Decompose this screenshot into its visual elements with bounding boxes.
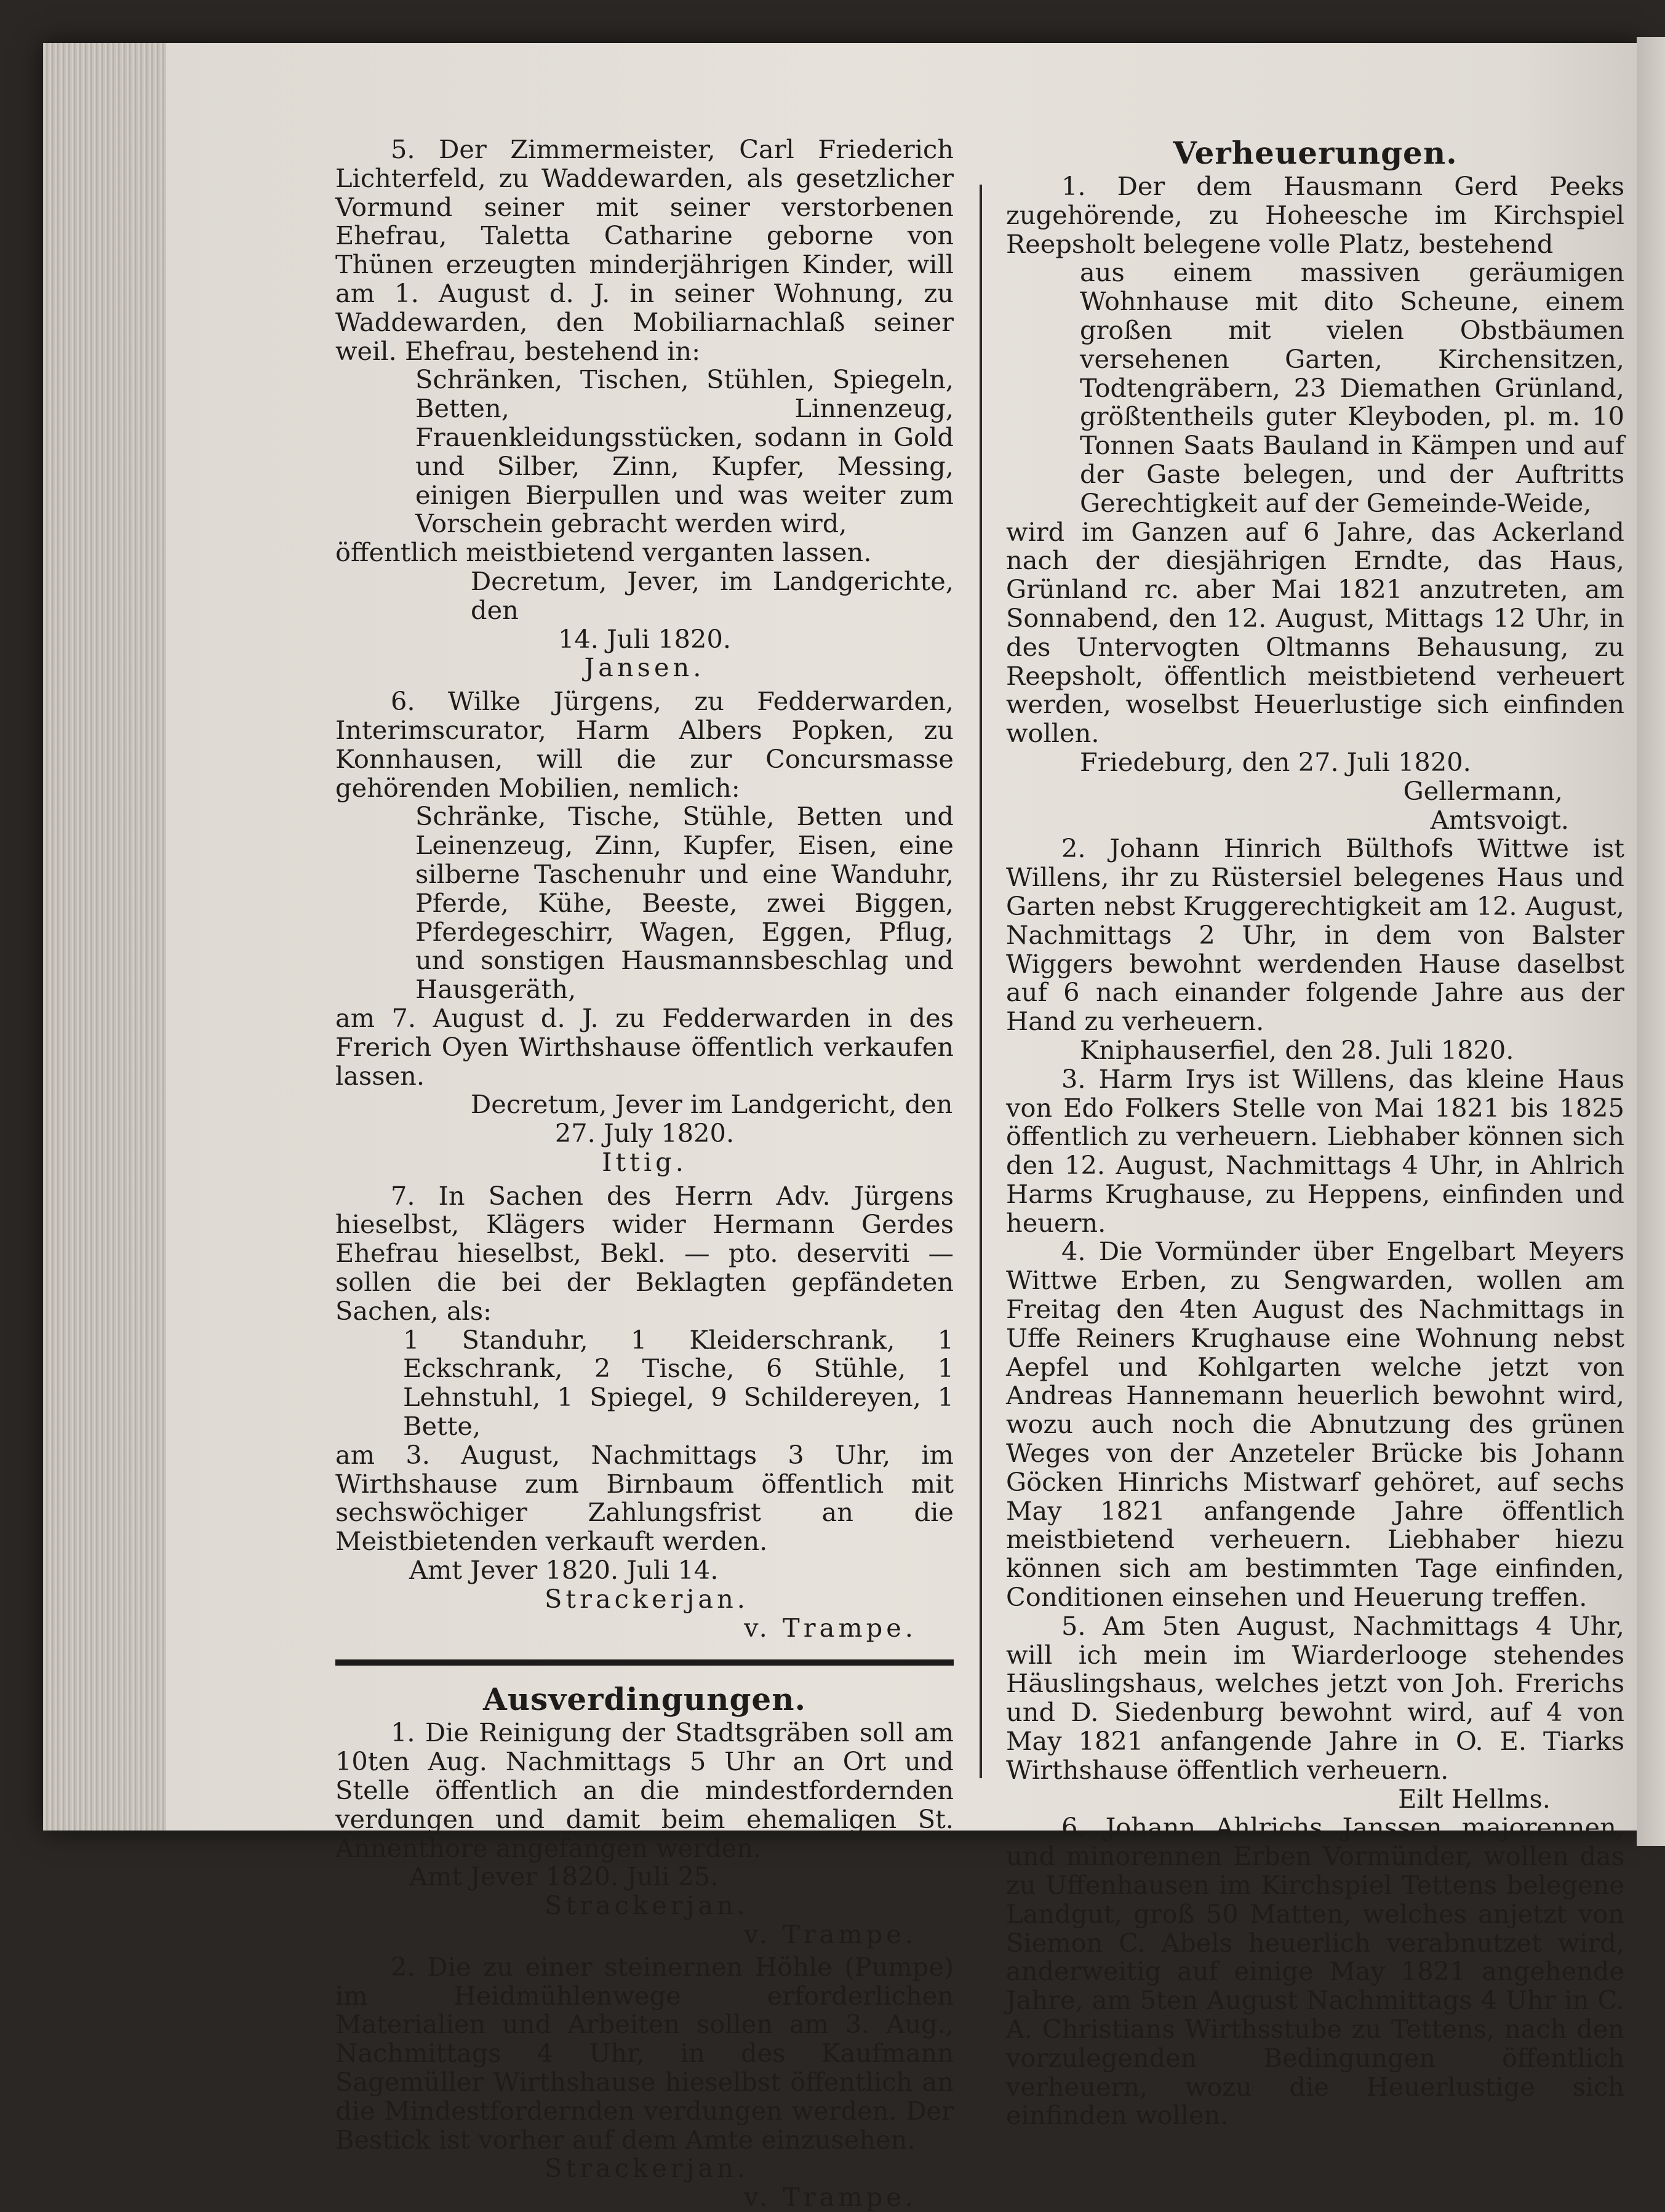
verheuerung-1-title: Amtsvoigt. [1430,804,1569,835]
notice-7-end: am 3. August, Nachmittags 3 Uhr, im Wirthshause zum Birnbaum öffentlich mit sechswöchiger Zahlungsfrist an die Meistbietenden verkauft werden. [335,1439,954,1557]
verheuerung-1-place: Friedeburg, den 27. Juli 1820. [1080,746,1471,777]
notice-7-signature-2: v. Trampe. [744,1612,917,1643]
ausverdingung-1 [335,1719,954,1949]
notice-7-items: 1 Standuhr, 1 Kleiderschrank, 1 Eckschrank, 2 Tische, 6 Stühle, 1 Lehnstuhl, 1 Spiegel, 9 Schildereyen, 1 Bette, [403,1324,954,1442]
facing-page-edge [1637,37,1665,1846]
notice-5-end: öffentlich meistbietend verganten lassen. [335,537,872,568]
ausverdingung-2-signature-2: v. Trampe. [744,2182,917,2212]
right-column [1006,135,1624,2130]
section-divider [335,1659,954,1666]
notice-7-signature-1: Strackerjan. [545,1583,749,1614]
notice-7-amt: Amt Jever 1820. Juli 14. [409,1555,719,1586]
notice-5-date: 14. Juli 1820. [557,623,732,654]
ausverdingung-1-text: 1. Die Reinigung der Stadtsgräben soll am 10ten Aug. Nachmittags 5 Uhr an Ort und Stelle öffentlich an die mindestfordernden verdungen und damit beim ehemaligen St. Annenthore angefangen werden. [335,1717,954,1863]
verheuerung-1 [1006,172,1624,834]
notice-6-signature: Ittig. [602,1146,687,1177]
ausverdingung-1-signature-1: Strackerjan. [545,1890,749,1921]
ausverdingung-2-signature-1: Strackerjan. [545,2153,749,2184]
section-heading-ausverdingungen: Ausverdingungen. [482,1681,806,1718]
notice-5-items: Schränken, Tischen, Stühlen, Spiegeln, Betten, Linnenzeug, Frauenkleidungsstücken, sodann in Gold und Silber, Zinn, Kupfer, Messing, einigen Bierpullen und was weiter zum Vorschein gebracht werden wird, [415,364,954,539]
verheuerung-6-text: 6. Johann Ahlrichs Janssen majorennen, und minorennen Erben Vormünder, wollen das zu Uffenhausen im Kirchspiel Tettens belegene Landgut, groß 50 Matten, welches anjetzt von Siemon C. Abels heuerlich verabnutzet wird, anderweitig auf einige May 1821 angehende Jahre, am 5ten August Nachmittags 4 Uhr in C. A. Christians Wirthsstube zu Tettens, nach den vorzulegenden Bedingungen öffentlich verheuern, wozu die Heuerlustige sich einfinden wollen. [1006,1812,1624,2131]
ausverdingung-1-signature-2: v. Trampe. [744,1919,917,1950]
notice-7-text: 7. In Sachen des Herrn Adv. Jürgens hieselbst, Klägers wider Hermann Gerdes Ehefrau hieselbst, Bekl. — pto. deserviti — sollen die bei der Beklagten gepfändeten Sachen, als: [335,1180,954,1326]
verheuerung-1-items: aus einem massiven geräumigen Wohnhause mit dito Scheune, einem großen mit vielen Obstbäumen versehenen Garten, Kirchensitzen, Todtengräbern, 23 Diemathen Grünland, größtentheils guter Kleyboden, pl. m. 10 Tonnen Saats Bauland in Kämpen und auf der Gaste belegen, und der Auftritts Gerechtigkeit auf der Gemeinde-Weide, [1080,257,1624,518]
page-edges [43,43,166,1831]
verheuerung-5 [1006,1612,1624,1814]
left-column [335,135,954,2212]
verheuerung-5-signature: Eilt Hellms. [1398,1783,1551,1814]
section-heading-verheuerungen: Verheuerungen. [1173,135,1458,171]
verheuerung-2-place: Kniphauserfiel, den 28. Juli 1820. [1080,1034,1514,1065]
notice-5-text: 5. Der Zimmermeister, Carl Friederich Lichterfeld, zu Waddewarden, als gesetzlicher Vormund seiner mit seiner verstorbenen Ehefrau, Taletta Catharine geborne von Thünen erzeugten minderjährigen Kinder, will am 1. August d. J. in seiner Wohnung, zu Waddewarden, den Mobiliarnachlaß seiner weil. Ehefrau, bestehend in: [335,134,954,366]
verheuerung-2 [1006,834,1624,1064]
verheuerung-3 [1006,1065,1624,1238]
verheuerung-6 [1006,1813,1624,2130]
ausverdingung-2 [335,1953,954,2212]
verheuerung-4-text: 4. Die Vormünder über Engelbart Meyers Wittwe Erben, zu Sengwarden, wollen am Freitag den 4ten August des Nachmittags in Uffe Reiners Krughause eine Wohnung nebst Aepfel und Kohlgarten welche jetzt von Andreas Hannemann heuerlich bewohnt wird, wozu auch noch die Abnutzung des grünen Weges von der Anzeteler Brücke bis Johann Göcken Hinrichs Mistwarf gehöret, auf sechs May 1821 anfangende Jahre öffentlich meistbietend verheuern. Liebhaber hiezu können sich am bestimmten Tage einfinden, Conditionen einsehen und Heuerung treffen. [1006,1236,1624,1613]
notice-6 [335,687,954,1177]
ausverdingung-2-text: 2. Die zu einer steinernen Höhle (Pumpe) im Heidmühlenwege erforderlichen Materialien und Arbeiten sollen am 3. Aug., Nachmittags 4 Uhr, in des Kaufmann Sagemüller Wirthshause hieselbst öffentlich an die Mindestfordernden verdungen werden. Der Bestick ist vorher auf dem Amte einzusehen. [335,1951,954,2155]
verheuerung-4 [1006,1237,1624,1611]
notice-7 [335,1182,954,1643]
verheuerung-3-text: 3. Harm Irys ist Willens, das kleine Haus von Edo Folkers Stelle von Mai 1821 bis 1825 öffentlich zu verheuern. Liebhaber können sich den 12. August, Nachmittags 4 Uhr, in Ahlrich Harms Krughause, zu Heppens, einfinden und heuern. [1006,1063,1624,1238]
notice-6-items: Schränke, Tische, Stühle, Betten und Leinenzeug, Zinn, Kupfer, Eisen, eine silberne Taschenuhr und eine Wanduhr, Pferde, Kühe, Beeste, zwei Biggen, Pferdegeschirr, Wagen, Eggen, Pflug, und sonstigen Hausmannsbeschlag und Hausgeräth, [415,801,954,1005]
notice-6-date: 27. July 1820. [554,1118,735,1149]
verheuerung-1-signature: Gellermann, [1403,775,1563,806]
verheuerung-1-end: wird im Ganzen auf 6 Jahre, das Ackerland nach der diesjährigen Erndte, das Haus, Grünland rc. aber Mai 1821 anzutreten, am Sonnabend, den 12. August, Mittags 12 Uhr, in des Untervogten Oltmanns Behausung, zu Reepsholt, öffentlich meistbietend verheuert werden, woselbst Heuerlustige sich einfinden wollen. [1006,516,1624,749]
verheuerung-5-text: 5. Am 5ten August, Nachmittags 4 Uhr, will ich mein im Wiarderlooge stehendes Häuslingshaus, welches jetzt von Joh. Frerichs und D. Siedenburg bewohnt wird, auf 4 von May 1821 anfangende Jahre in O. E. Tiarks Wirthshause öffentlich verheuern. [1006,1610,1624,1785]
notice-6-decretum: Decretum, Jever im Landgericht, den [471,1089,953,1120]
notice-6-end: am 7. August d. J. zu Fedderwarden in des Frerich Oyen Wirthshause öffentlich verkaufen lassen. [335,1002,954,1091]
ausverdingung-1-amt: Amt Jever 1820. Juli 25. [409,1861,719,1892]
notice-5 [335,135,954,682]
verheuerung-1-text: 1. Der dem Hausmann Gerd Peeks zugehörende, zu Hoheesche im Kirchspiel Reepsholt belegene volle Platz, bestehend [1006,171,1624,259]
column-rule [980,185,982,1778]
notice-6-text: 6. Wilke Jürgens, zu Fedderwarden, Interimscurator, Harm Albers Popken, zu Konnhausen, will die zur Concursmasse gehörenden Mobilien, nemlich: [335,686,954,803]
verheuerung-2-text: 2. Johann Hinrich Bülthofs Wittwe ist Willens, ihr zu Rüstersiel belegenes Haus und Garten nebst Kruggerechtigkeit am 12. August, Nachmittags 2 Uhr, in dem von Balster Wiggers bewohnt werdenden Hause daselbst auf 6 nach einander folgende Jahre aus der Hand zu verheuern. [1006,833,1624,1037]
notice-5-signature: Jansen. [584,652,705,683]
notice-5-decretum: Decretum, Jever, im Landgerichte, den [471,565,954,625]
